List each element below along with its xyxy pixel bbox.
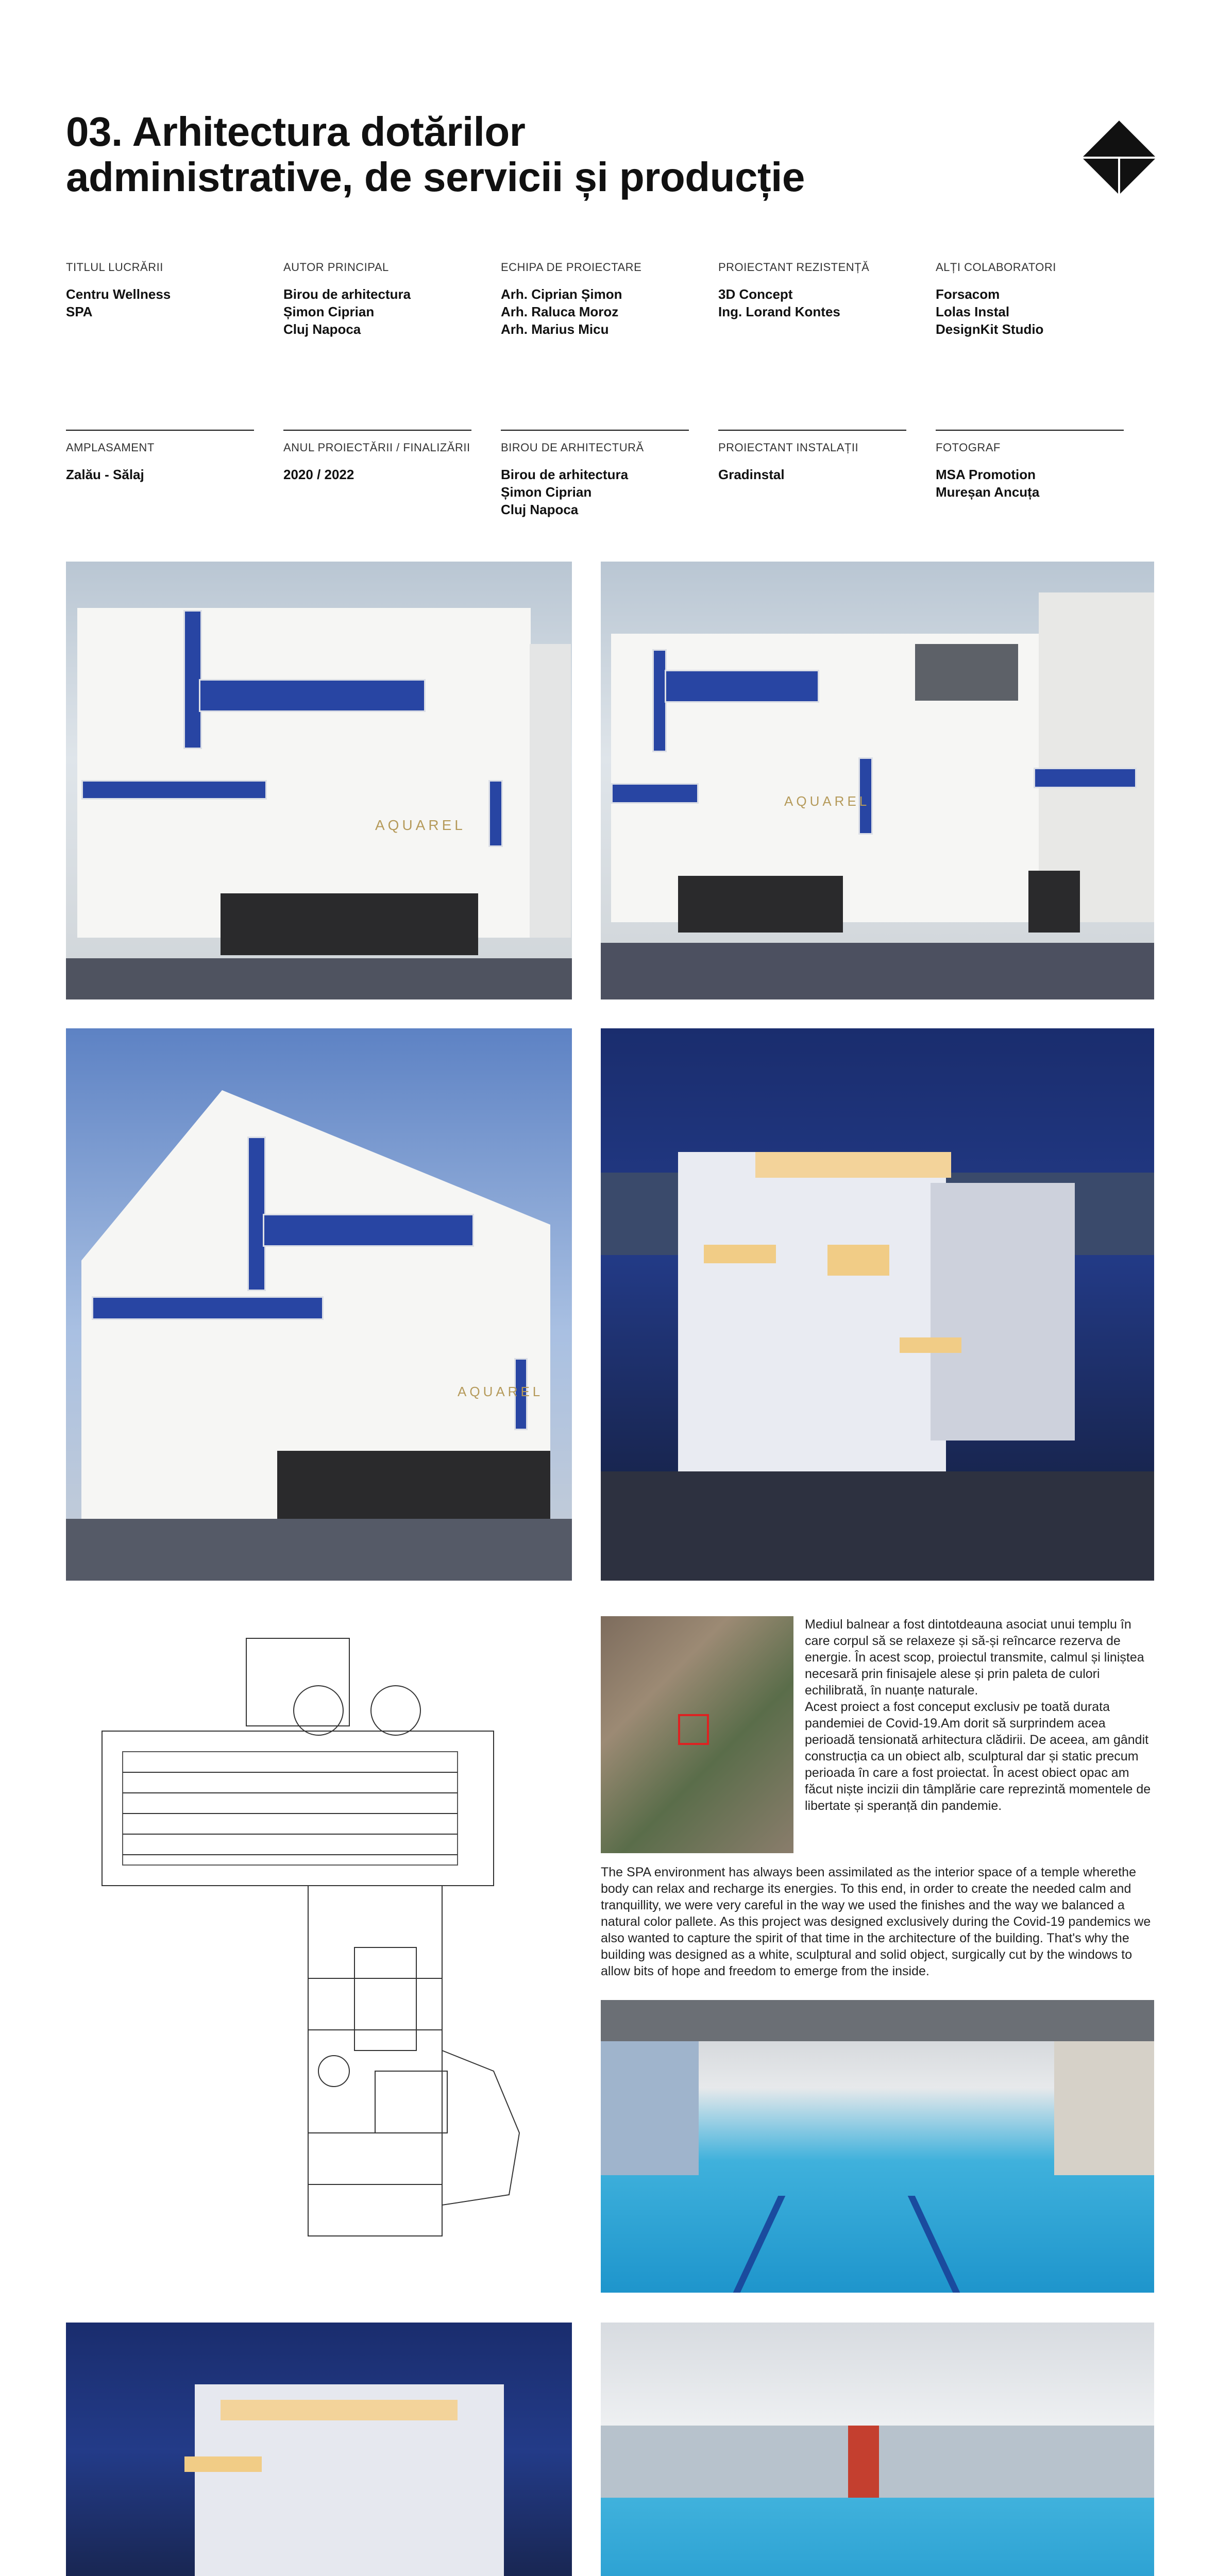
description-en: The SPA environment has always been assimilated as the interior space of a temple wherethe body can relax and recharge its energies. To this end, in order to create the needed calm and tranquillity, we were very careful in the way we used the finishes and the way we balanced a natural color pallete. As this project was designed exclusively during the Covid-19 pandemics we also wanted to capture the spirit of that time in the architecture of the building. That's why the building was designed as a white, sculptural and solid object, surgically cut by the windows to allow bits of hope and freedom to emerge from the inside. xyxy=(601,1865,1151,1978)
meta-value: Birou de arhitectura Șimon Ciprian Cluj Napoca xyxy=(501,467,629,517)
meta-label: ALȚI COLABORATORI xyxy=(936,261,1056,274)
aquarel-sign-2: AQUAREL xyxy=(784,793,870,809)
page-title xyxy=(66,109,942,200)
meta-label: ECHIPA DE PROIECTARE xyxy=(501,261,642,274)
meta-value: Zalău - Sălaj xyxy=(66,467,144,482)
photo-facade-front xyxy=(66,562,572,999)
meta-field xyxy=(936,441,1131,501)
meta-value: Gradinstal xyxy=(718,467,785,482)
photo-pool-hall xyxy=(601,2323,1154,2576)
aquarel-sign: AQUAREL xyxy=(375,817,466,833)
aquarel-sign-3: AQUAREL xyxy=(458,1384,544,1399)
aerial-map-photo xyxy=(601,1616,793,1853)
meta-value: Centru Wellness SPA xyxy=(66,286,171,319)
meta-field xyxy=(283,441,479,483)
meta-label: PROIECTANT INSTALAȚII xyxy=(718,441,859,454)
meta-label: AMPLASAMENT xyxy=(66,441,155,454)
meta-field xyxy=(501,441,697,518)
photo-night-aerial xyxy=(601,1028,1154,1581)
photo-night-rooftop xyxy=(66,2323,572,2576)
meta-divider xyxy=(936,430,1124,431)
description-ro: Mediul balnear a fost dintotdeauna asociat unui templu în care corpul să se relaxeze și să-și reîncarce rezerva de energie. În acest scop, proiectul transmite, calmul și liniștea necesară prin finisajele alese și prin paleta de culori echilibrată, în nuanțe naturale. Acest proiect a fost conceput exclusiv pe toată durata pandemiei de Covid-19.Am dorit să surprindem acea perioadă tensionată arhitectura clădirii. De aceea, am gândit construcția ca un obiect alb, sculptural dar și static precum perioada în care a fost proiectat. În acest obiect opac am făcut niște incizii din tâmplărie care reprezintă momentele de libertate și speranță din pandemie. xyxy=(805,1617,1151,1813)
meta-value: Forsacom Lolas Instal DesignKit Studio xyxy=(936,286,1044,337)
meta-label: BIROU DE ARHITECTURĂ xyxy=(501,441,644,454)
meta-field xyxy=(66,261,262,320)
meta-label: AUTOR PRINCIPAL xyxy=(283,261,389,274)
meta-divider xyxy=(66,430,254,431)
meta-field xyxy=(283,261,479,338)
meta-value: Birou de arhitectura Șimon Ciprian Cluj Napoca xyxy=(283,286,411,337)
meta-field xyxy=(66,441,262,483)
meta-value: Arh. Ciprian Șimon Arh. Raluca Moroz Arh. Marius Micu xyxy=(501,286,622,337)
meta-label: TITLUL LUCRĂRII xyxy=(66,261,163,274)
floor-plan-drawing xyxy=(66,1618,571,2308)
meta-divider xyxy=(501,430,689,431)
photo-facade-angle xyxy=(66,1028,572,1581)
meta-divider xyxy=(283,430,471,431)
meta-label: ANUL PROIECTĂRII / FINALIZĂRII xyxy=(283,441,470,454)
diamond-logo-icon xyxy=(1078,116,1160,199)
meta-label: FOTOGRAF xyxy=(936,441,1001,454)
meta-field xyxy=(501,261,697,338)
title-line-2: administrative, de servicii și producție xyxy=(66,154,805,200)
meta-field xyxy=(718,441,914,483)
meta-divider xyxy=(718,430,906,431)
meta-value: 3D Concept Ing. Lorand Kontes xyxy=(718,286,840,319)
meta-value: 2020 / 2022 xyxy=(283,467,354,482)
meta-label: PROIECTANT REZISTENȚĂ xyxy=(718,261,870,274)
photo-pool-lanes xyxy=(601,2000,1154,2293)
meta-field xyxy=(936,261,1131,338)
meta-field xyxy=(718,261,914,320)
title-line-1: 03. Arhitectura dotărilor xyxy=(66,109,526,155)
photo-facade-side xyxy=(601,562,1154,999)
meta-value: MSA Promotion Mureșan Ancuța xyxy=(936,467,1040,500)
